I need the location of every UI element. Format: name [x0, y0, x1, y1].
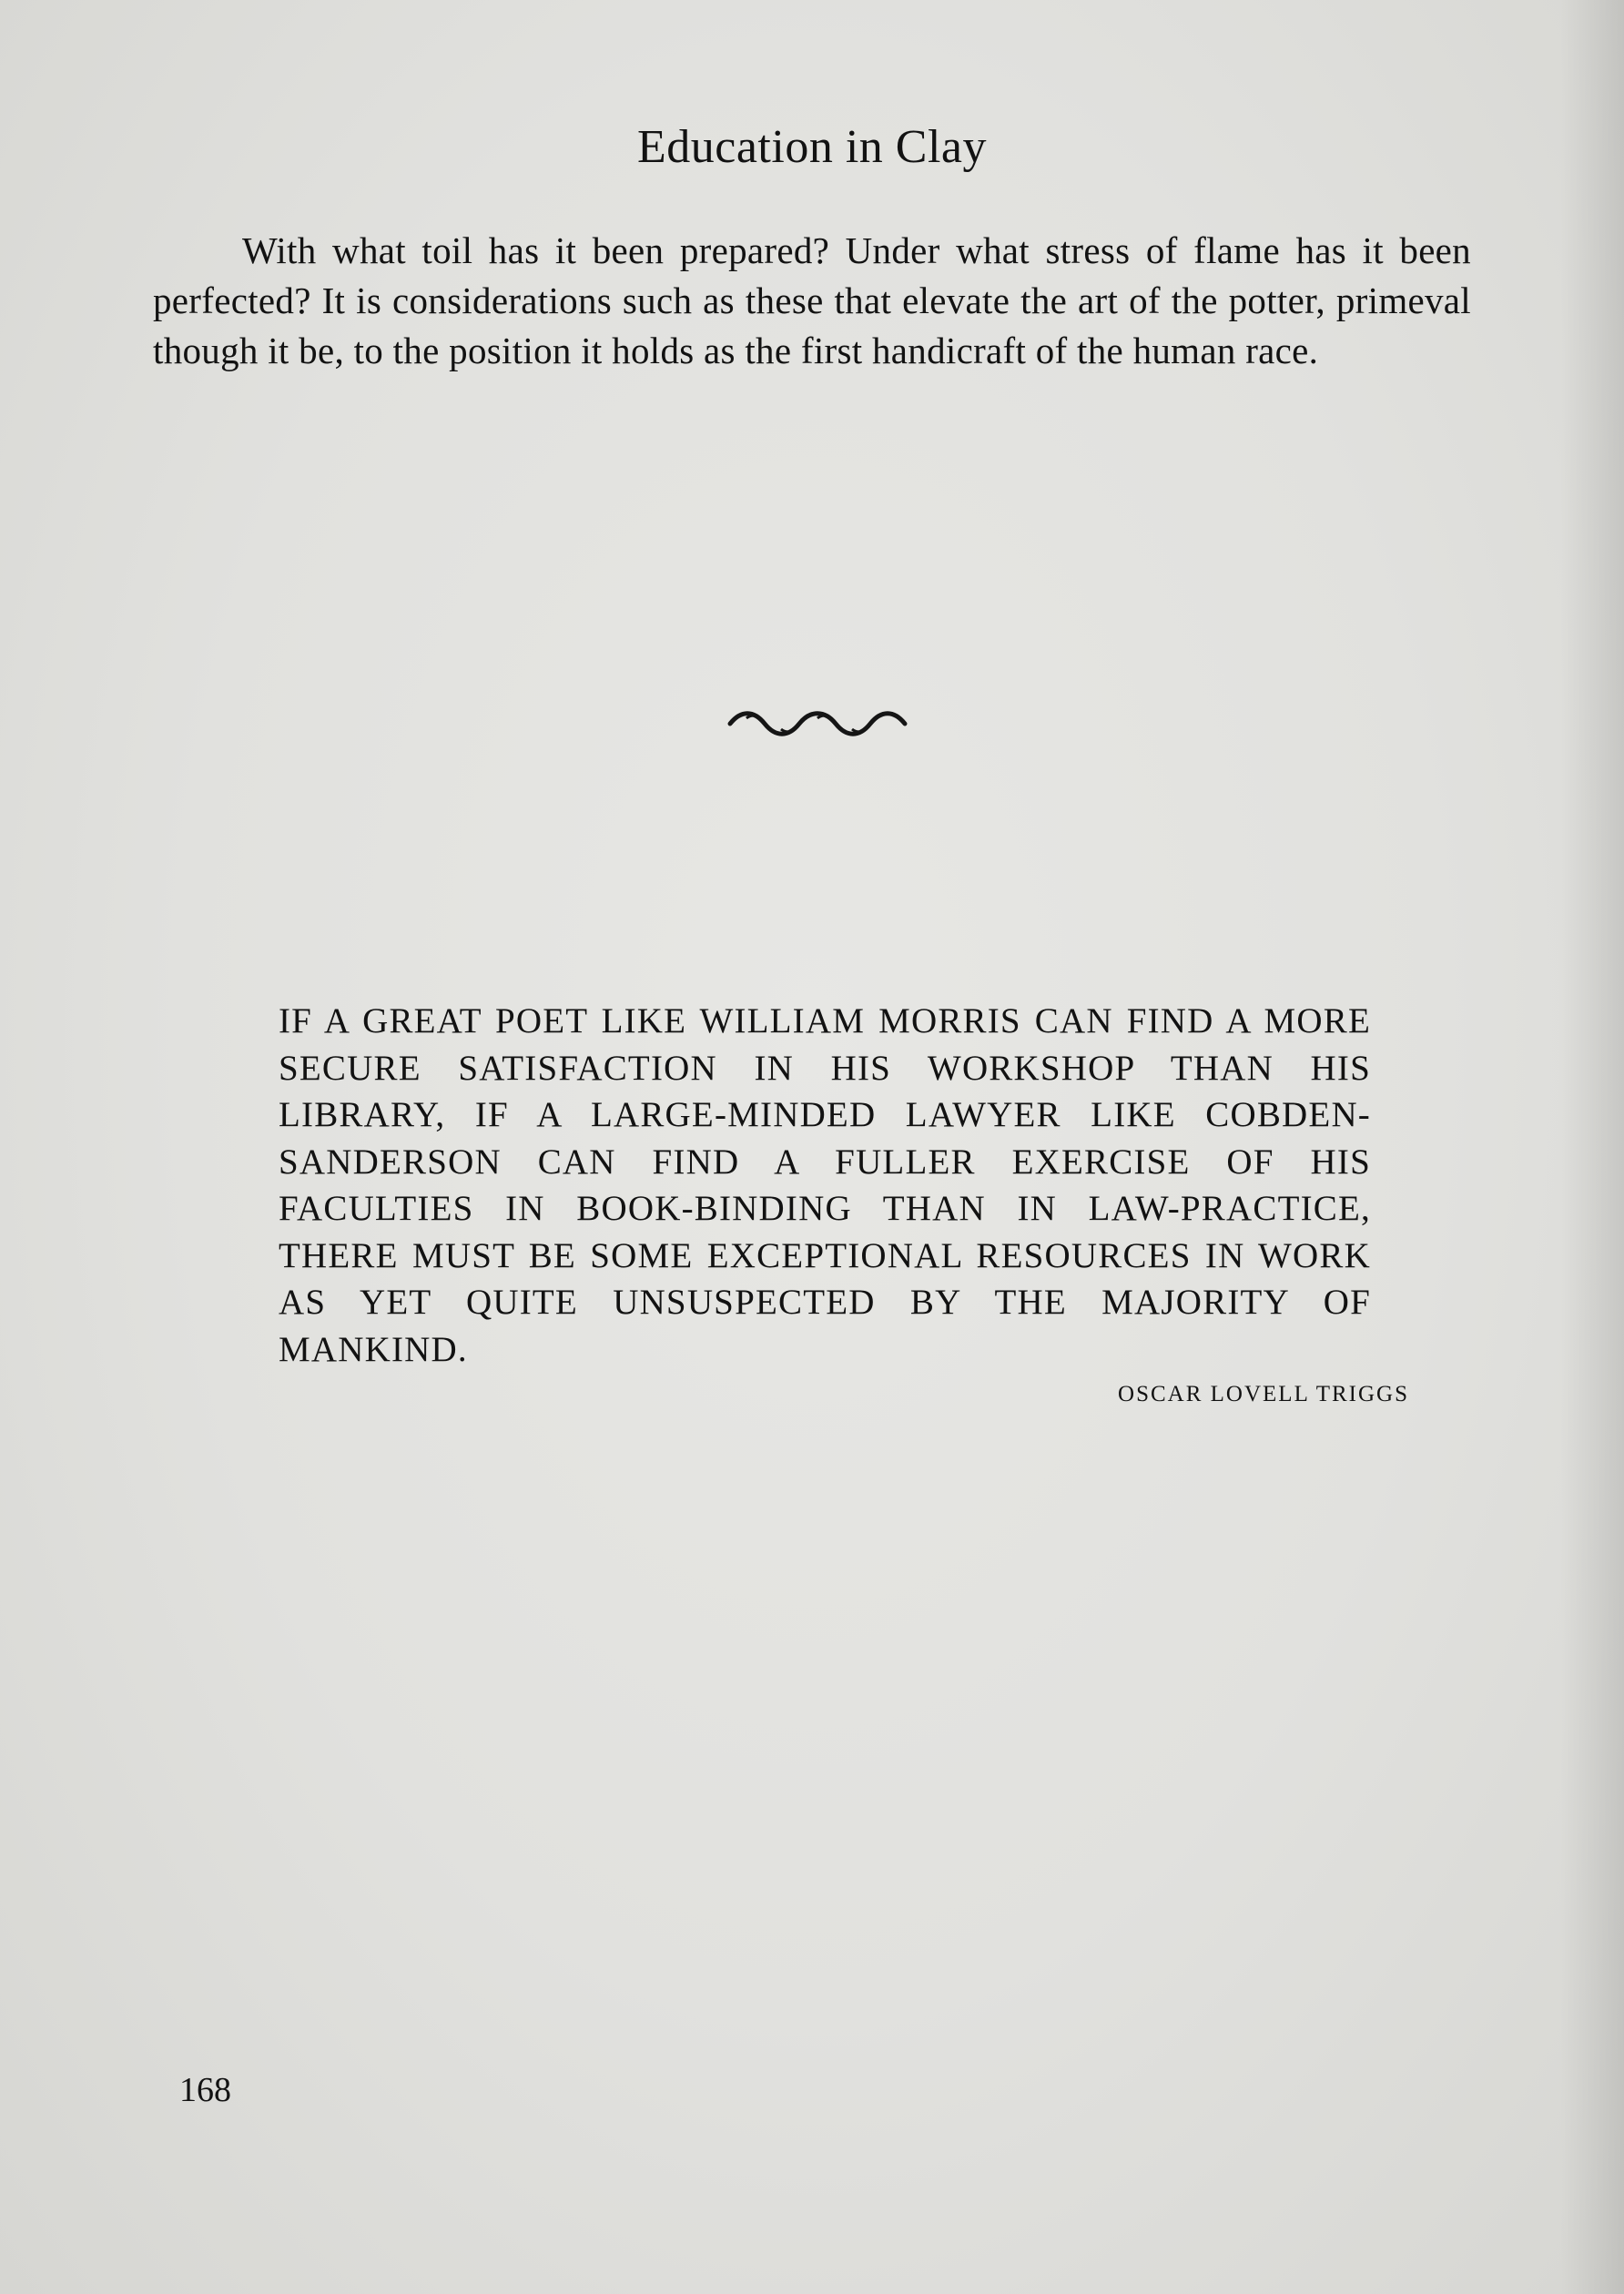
intro-paragraph-text: With what toil has it been prepared? Under what stress of flame has it been perfected? It is considerations such as these that elevate the art of the potter, primeval though it be, to the position it holds as the first handicraft of the human race.: [153, 229, 1471, 371]
page-edge-shadow: [1560, 0, 1624, 2294]
page-title: Education in Clay: [637, 121, 987, 173]
quote-text: IF A GREAT POET LIKE WILLIAM MORRIS CAN FIND A MORE SECURE SATISFACTION IN HIS WORKSHOP THAN HIS LIBRARY, IF A LARGE-MINDED LAWYER LIKE COBDEN-SANDERSON CAN FIND A FULLER EXERCISE OF HIS FACULTIES IN BOOK-BINDING THAN IN LAW-PRACTICE, THERE MUST BE SOME EXCEPTIONAL RESOURCES IN WORK AS YET QUITE UNSUSPECTED BY THE MAJORITY OF MANKIND.: [279, 1001, 1371, 1369]
quote-attribution: OSCAR LOVELL TRIGGS: [1118, 1382, 1409, 1406]
wave-ornament-icon: [726, 705, 908, 743]
page-number: 168: [179, 2071, 231, 2109]
intro-paragraph: [153, 226, 1471, 376]
block-quote: [279, 998, 1371, 1373]
